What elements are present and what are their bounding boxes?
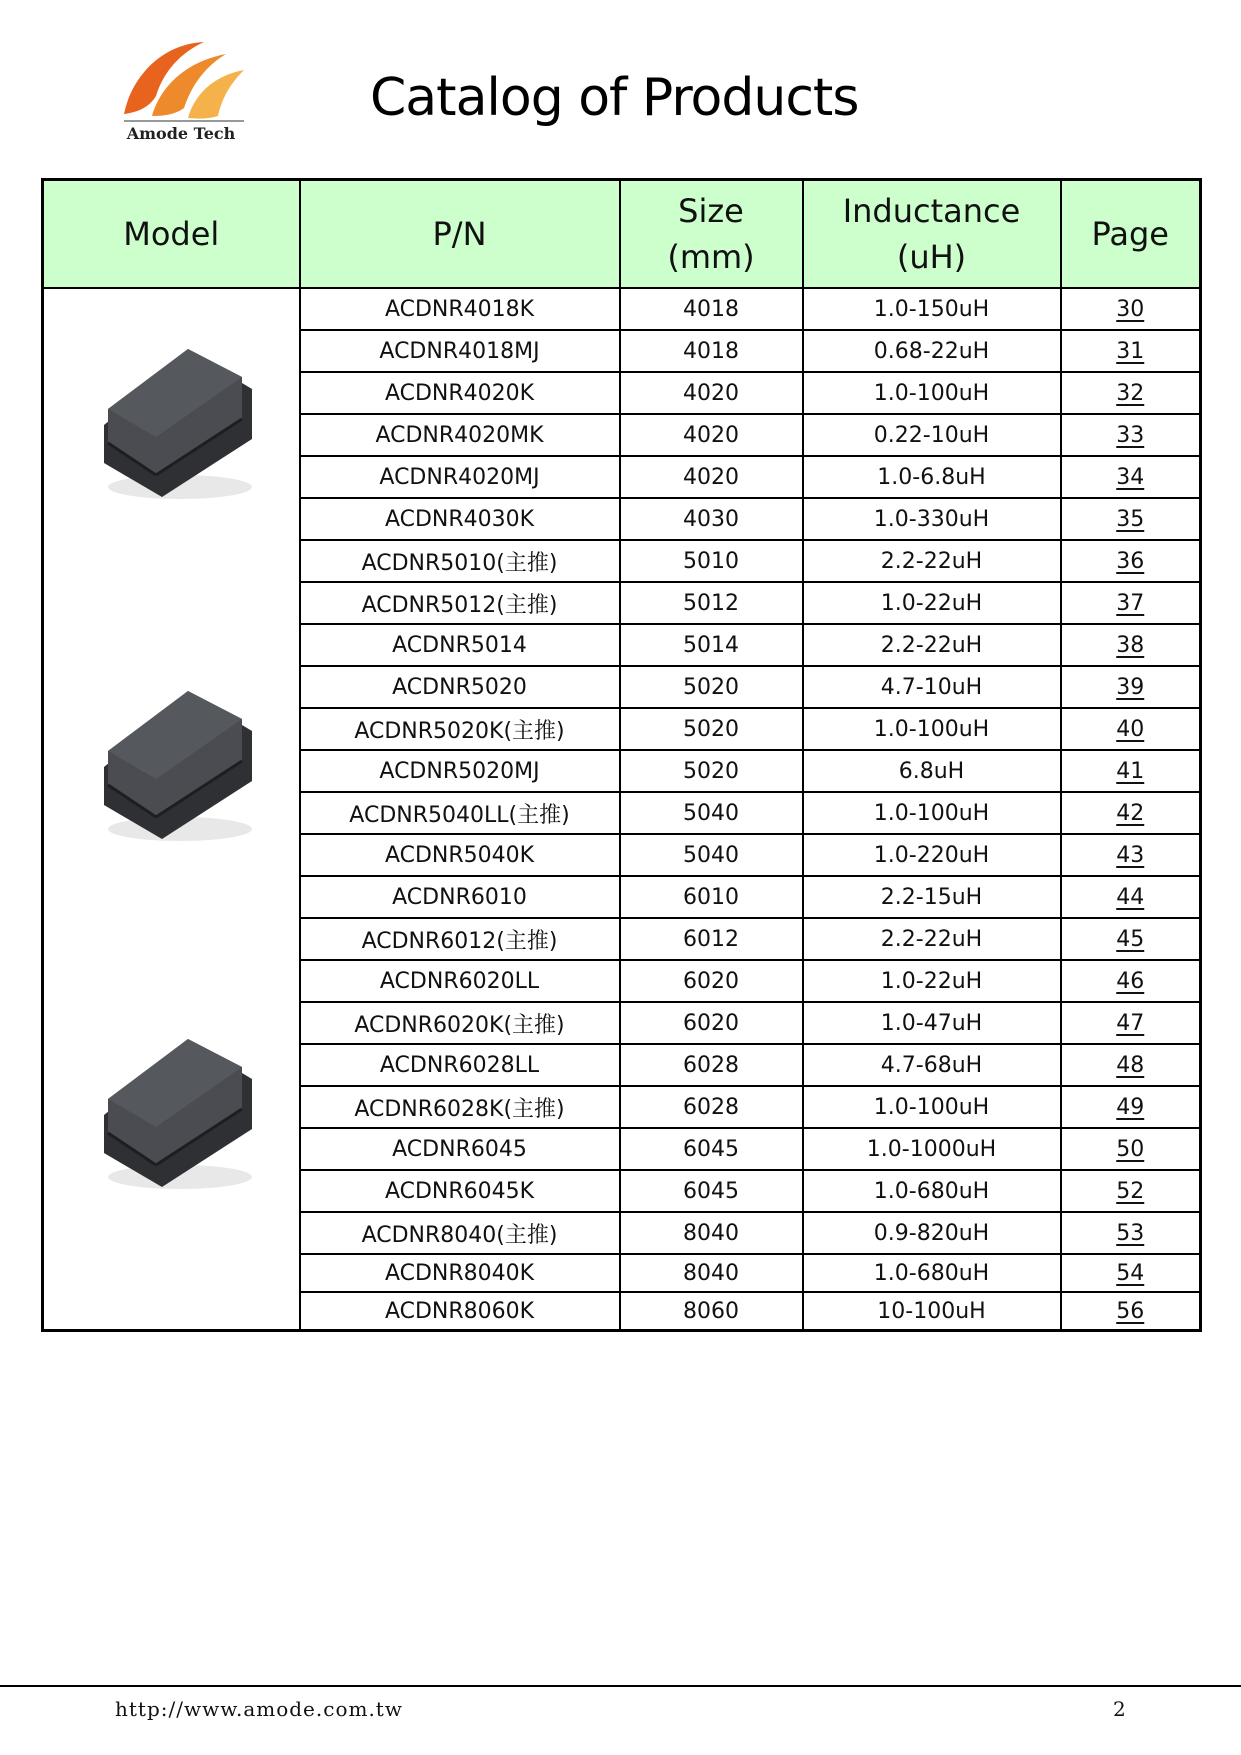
size-cell: 6010 [620, 876, 803, 918]
pn-cell: ACDNR6010 [300, 876, 620, 918]
company-logo [118, 36, 258, 146]
footer-page-number: 2 [1113, 1697, 1126, 1721]
page-link[interactable]: 45 [1116, 926, 1145, 952]
size-cell: 5020 [620, 750, 803, 792]
page-link[interactable]: 43 [1116, 842, 1145, 868]
size-cell: 4018 [620, 330, 803, 372]
size-cell: 6028 [620, 1044, 803, 1086]
size-cell: 6045 [620, 1128, 803, 1170]
column-header-inductance: Inductance (uH) [803, 180, 1061, 289]
pn-cell: ACDNR5020MJ [300, 750, 620, 792]
size-cell: 5020 [620, 666, 803, 708]
product-catalog-table [41, 178, 1202, 1332]
pn-cell: ACDNR5010(主推) [300, 540, 620, 582]
inductance-cell: 1.0-22uH [803, 960, 1061, 1002]
column-header-page: Page [1061, 180, 1201, 289]
page-cell [1061, 372, 1201, 414]
size-cell: 4020 [620, 456, 803, 498]
table-header-row [43, 180, 1201, 289]
inductance-cell: 1.0-680uH [803, 1254, 1061, 1292]
page-cell [1061, 1212, 1201, 1254]
size-cell: 5040 [620, 834, 803, 876]
page-link[interactable]: 42 [1116, 800, 1145, 826]
inductance-cell: 2.2-22uH [803, 918, 1061, 960]
inductance-cell: 4.7-10uH [803, 666, 1061, 708]
inductance-cell: 1.0-47uH [803, 1002, 1061, 1044]
page-cell [1061, 708, 1201, 750]
pn-cell: ACDNR5040LL(主推) [300, 792, 620, 834]
pn-cell: ACDNR8060K [300, 1292, 620, 1331]
column-header-size: Size (mm) [620, 180, 803, 289]
inductance-cell: 1.0-150uH [803, 288, 1061, 330]
pn-cell: ACDNR5040K [300, 834, 620, 876]
column-header-pn: P/N [300, 180, 620, 289]
pn-cell: ACDNR5014 [300, 624, 620, 666]
size-cell: 4018 [620, 288, 803, 330]
size-cell: 5012 [620, 582, 803, 624]
page-cell [1061, 288, 1201, 330]
inductance-cell: 2.2-15uH [803, 876, 1061, 918]
inductance-cell: 2.2-22uH [803, 624, 1061, 666]
page-cell [1061, 960, 1201, 1002]
inductance-cell: 1.0-220uH [803, 834, 1061, 876]
inductance-cell: 1.0-6.8uH [803, 456, 1061, 498]
pn-cell: ACDNR8040K [300, 1254, 620, 1292]
inductance-cell: 6.8uH [803, 750, 1061, 792]
pn-cell: ACDNR5020 [300, 666, 620, 708]
inductance-cell: 1.0-100uH [803, 1086, 1061, 1128]
size-cell: 4020 [620, 372, 803, 414]
inductance-cell: 0.9-820uH [803, 1212, 1061, 1254]
page-cell [1061, 918, 1201, 960]
size-cell: 6045 [620, 1170, 803, 1212]
page-cell [1061, 456, 1201, 498]
size-cell: 5014 [620, 624, 803, 666]
page-cell [1061, 1086, 1201, 1128]
size-cell: 6028 [620, 1086, 803, 1128]
size-cell: 6020 [620, 1002, 803, 1044]
logo-text: Amode Tech [126, 124, 236, 143]
size-cell: 6020 [620, 960, 803, 1002]
page-link[interactable]: 34 [1116, 464, 1145, 490]
pn-cell: ACDNR4020MJ [300, 456, 620, 498]
page-cell [1061, 1170, 1201, 1212]
pn-cell: ACDNR5012(主推) [300, 582, 620, 624]
page-cell [1061, 414, 1201, 456]
size-cell: 4030 [620, 498, 803, 540]
size-cell: 5020 [620, 708, 803, 750]
inductor-product-photo [92, 347, 262, 507]
pn-cell: ACDNR6012(主推) [300, 918, 620, 960]
inductance-cell: 1.0-100uH [803, 792, 1061, 834]
page-title: Catalog of Products [370, 68, 859, 128]
pn-cell: ACDNR6045K [300, 1170, 620, 1212]
page-cell [1061, 624, 1201, 666]
size-cell: 8060 [620, 1292, 803, 1331]
inductance-cell: 1.0-330uH [803, 498, 1061, 540]
pn-cell: ACDNR4020MK [300, 414, 620, 456]
page-cell [1061, 1044, 1201, 1086]
pn-cell: ACDNR5020K(主推) [300, 708, 620, 750]
page-cell [1061, 666, 1201, 708]
pn-cell: ACDNR6045 [300, 1128, 620, 1170]
page-link[interactable]: 31 [1116, 338, 1145, 364]
pn-cell: ACDNR4030K [300, 498, 620, 540]
model-image-cell [43, 288, 300, 1331]
page-link[interactable]: 30 [1116, 296, 1145, 322]
page-link[interactable]: 56 [1116, 1298, 1145, 1324]
table-body [43, 288, 1201, 1331]
pn-cell: ACDNR4018K [300, 288, 620, 330]
size-cell: 4020 [620, 414, 803, 456]
page-cell [1061, 792, 1201, 834]
page-cell [1061, 1128, 1201, 1170]
pn-cell: ACDNR4020K [300, 372, 620, 414]
inductance-cell: 4.7-68uH [803, 1044, 1061, 1086]
size-cell: 5010 [620, 540, 803, 582]
page-link[interactable]: 47 [1116, 1010, 1145, 1036]
inductance-cell: 0.68-22uH [803, 330, 1061, 372]
inductance-cell: 1.0-100uH [803, 708, 1061, 750]
pn-cell: ACDNR6020K(主推) [300, 1002, 620, 1044]
page-link[interactable]: 50 [1116, 1136, 1145, 1162]
page-link[interactable]: 38 [1116, 632, 1145, 658]
page-link[interactable]: 41 [1116, 758, 1145, 784]
logo-swoosh-icon [122, 36, 248, 124]
page-cell [1061, 582, 1201, 624]
footer-url[interactable]: http://www.amode.com.tw [115, 1697, 403, 1721]
page-link[interactable]: 49 [1116, 1094, 1145, 1120]
page-link[interactable]: 33 [1116, 422, 1145, 448]
size-cell: 8040 [620, 1212, 803, 1254]
page-link[interactable]: 35 [1116, 506, 1145, 532]
inductance-cell: 2.2-22uH [803, 540, 1061, 582]
pn-cell: ACDNR6028K(主推) [300, 1086, 620, 1128]
page-cell [1061, 1292, 1201, 1331]
page-link[interactable]: 36 [1116, 548, 1145, 574]
page-link[interactable]: 48 [1116, 1052, 1145, 1078]
page-link[interactable]: 32 [1116, 380, 1145, 406]
page-link[interactable]: 37 [1116, 590, 1145, 616]
inductor-product-photo [92, 1037, 262, 1197]
inductor-product-photo [92, 689, 262, 849]
inductance-cell: 1.0-22uH [803, 582, 1061, 624]
table-row [43, 288, 1201, 330]
page-link[interactable]: 54 [1116, 1260, 1145, 1286]
column-header-model: Model [43, 180, 300, 289]
inductance-cell: 1.0-1000uH [803, 1128, 1061, 1170]
pn-cell: ACDNR8040(主推) [300, 1212, 620, 1254]
page-cell [1061, 1254, 1201, 1292]
page-link[interactable]: 40 [1116, 716, 1145, 742]
pn-cell: ACDNR4018MJ [300, 330, 620, 372]
inductance-cell: 1.0-100uH [803, 372, 1061, 414]
page-cell [1061, 498, 1201, 540]
pn-cell: ACDNR6020LL [300, 960, 620, 1002]
page-cell [1061, 876, 1201, 918]
page-cell [1061, 834, 1201, 876]
size-cell: 8040 [620, 1254, 803, 1292]
page-link[interactable]: 39 [1116, 674, 1145, 700]
inductance-cell: 0.22-10uH [803, 414, 1061, 456]
page-link[interactable]: 52 [1116, 1178, 1145, 1204]
inductance-cell: 1.0-680uH [803, 1170, 1061, 1212]
page-cell [1061, 330, 1201, 372]
page-cell [1061, 750, 1201, 792]
footer-divider [0, 1685, 1241, 1687]
page-cell [1061, 1002, 1201, 1044]
page-link[interactable]: 44 [1116, 884, 1145, 910]
inductance-cell: 10-100uH [803, 1292, 1061, 1331]
size-cell: 5040 [620, 792, 803, 834]
pn-cell: ACDNR6028LL [300, 1044, 620, 1086]
size-cell: 6012 [620, 918, 803, 960]
page-link[interactable]: 46 [1116, 968, 1145, 994]
page-cell [1061, 540, 1201, 582]
page-link[interactable]: 53 [1116, 1220, 1145, 1246]
